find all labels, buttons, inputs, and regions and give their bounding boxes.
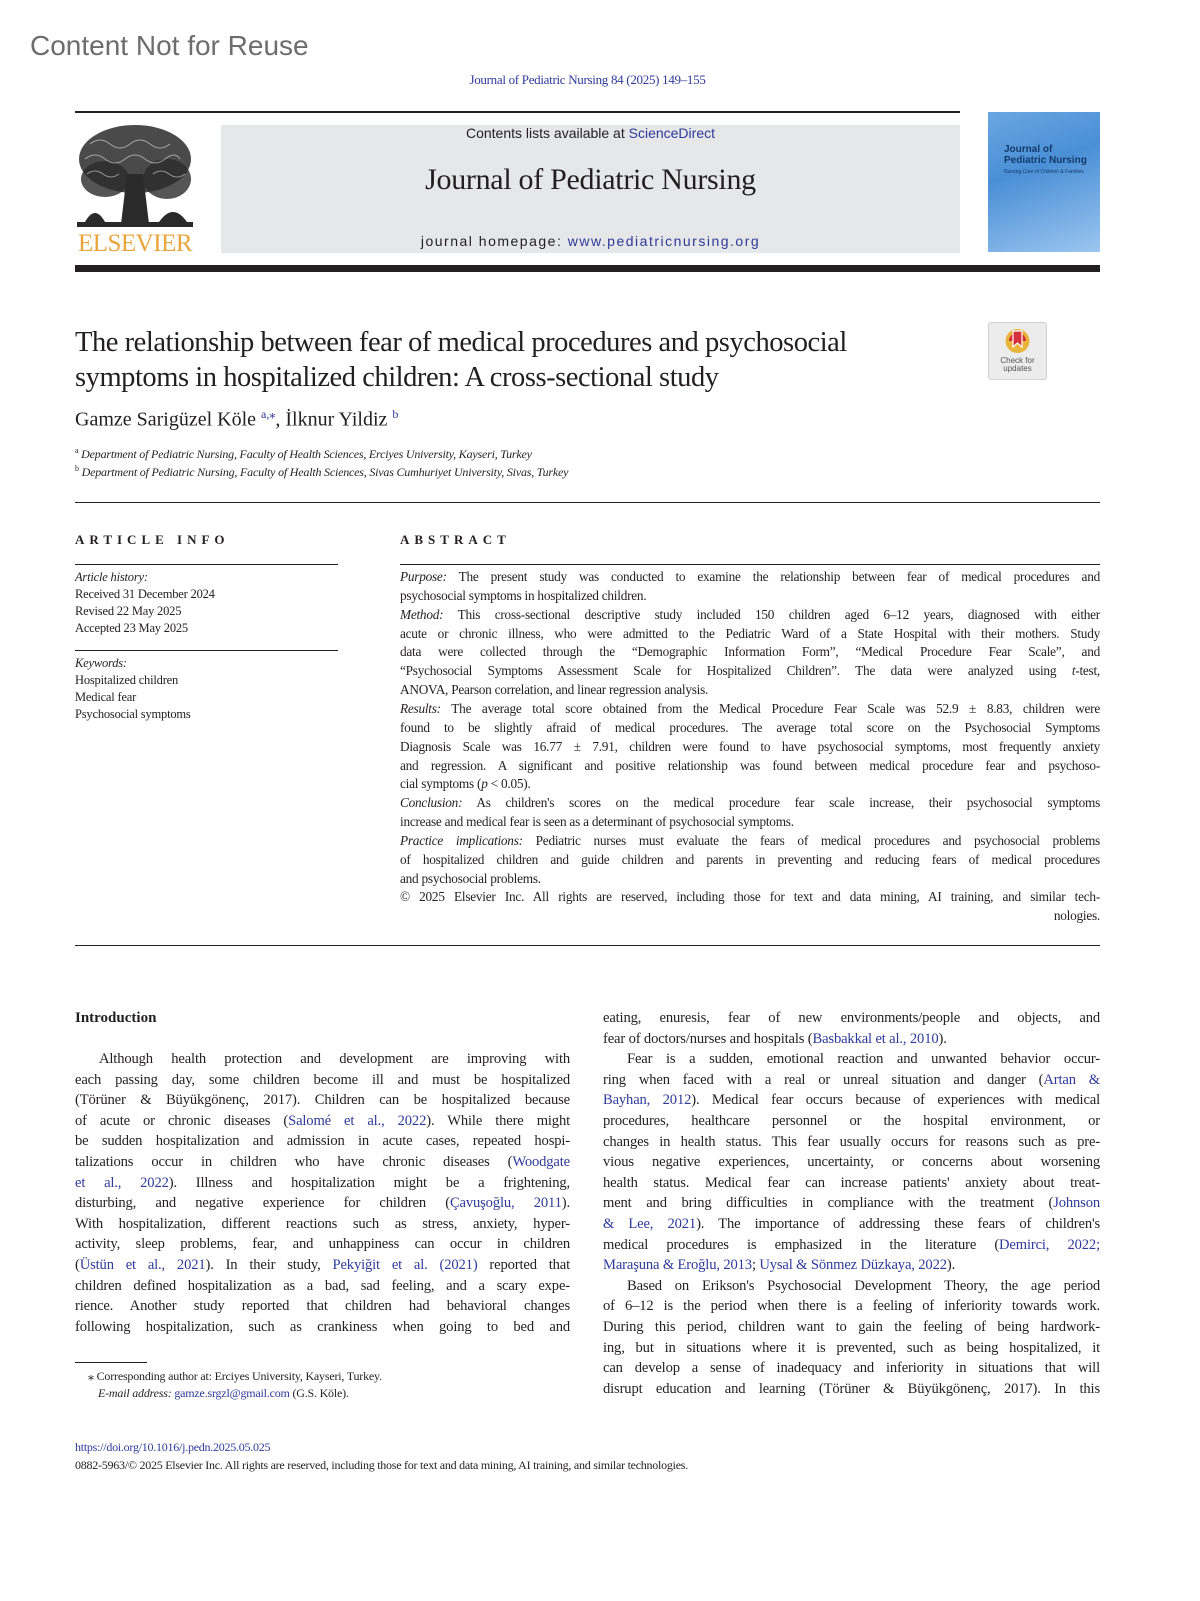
text-segment: rience. Another study reported that children had behavioral changes bbox=[75, 1298, 570, 1315]
reference-link[interactable]: Maraşuna & Eroğlu, 2013 bbox=[603, 1257, 752, 1274]
divider bbox=[75, 945, 1100, 946]
text-line bbox=[75, 1216, 570, 1233]
text-segment: medical procedures is emphasized in the literature ( bbox=[603, 1236, 1000, 1253]
text-line bbox=[603, 1298, 1100, 1315]
reference-link[interactable]: Çavuşoğlu, 2011 bbox=[449, 1195, 562, 1212]
text-segment: ). In their study, bbox=[205, 1257, 333, 1273]
sciencedirect-link[interactable]: ScienceDirect bbox=[628, 125, 715, 141]
journal-title: Journal of Pediatric Nursing bbox=[425, 163, 756, 196]
reference-link[interactable]: Üstün et al., 2021 bbox=[79, 1257, 206, 1273]
text-segment: With hospitalization, different reactions such as stress, anxiety, hyper- bbox=[75, 1215, 570, 1232]
text-segment: -test, bbox=[1075, 663, 1100, 679]
text-segment: reported that bbox=[477, 1257, 570, 1273]
divider bbox=[400, 564, 1100, 565]
text-segment: The present study was conducted to examine the relationship between fear of medical procedures and bbox=[446, 569, 1100, 584]
text-segment: © 2025 Elsevier Inc. All rights are reserved, including those for text and data mining, AI training, and similar tech- bbox=[400, 889, 1100, 905]
text-line bbox=[75, 1133, 570, 1150]
cover-subtitle: Nursing Care of Children & Families bbox=[1004, 169, 1084, 175]
text-segment: of 6–12 is the period when there is a feeling of inferiority towards work. bbox=[603, 1298, 1100, 1315]
text-segment: procedures, healthcare personnel or the hospital environment, or bbox=[603, 1113, 1100, 1129]
text-line bbox=[603, 1092, 1100, 1109]
check-for-updates-label: Check for updates bbox=[1000, 356, 1035, 373]
text-line bbox=[603, 1031, 1100, 1048]
text-segment: ). bbox=[561, 1195, 570, 1212]
footnote-corresponding bbox=[88, 1369, 382, 1384]
email-label: E-mail address: bbox=[98, 1386, 172, 1400]
watermark: Content Not for Reuse bbox=[30, 30, 309, 61]
reference-link[interactable]: & Lee, 2021 bbox=[603, 1216, 697, 1232]
reference-link[interactable]: Artan & bbox=[1043, 1071, 1100, 1088]
text-line bbox=[400, 626, 1100, 642]
author-2[interactable]: İlknur Yildiz bbox=[285, 408, 388, 431]
text-segment: increase and medical fear is seen as a determinant of psychosocial symptoms. bbox=[400, 814, 794, 830]
text-line bbox=[603, 1010, 1100, 1027]
reference-link[interactable]: et al., 2022 bbox=[75, 1174, 169, 1191]
title-line-1: The relationship between fear of medical procedures and psychosocial bbox=[75, 327, 847, 358]
footnote-text: Corresponding author at: Erciyes University, Kayseri, Turkey. bbox=[96, 1369, 382, 1383]
reference-link[interactable]: Demirci, 2022; bbox=[999, 1236, 1100, 1253]
affiliation-marker: b bbox=[75, 464, 79, 473]
text-segment: and regression. A significant and positive relationship was found between medical procedure fear and psychoso- bbox=[400, 757, 1100, 773]
text-segment: nologies. bbox=[1053, 908, 1100, 924]
italic-label: p bbox=[481, 776, 488, 792]
text-segment: Fear is a sudden, emotional reaction and unwanted behavior occur- bbox=[627, 1051, 1100, 1068]
divider bbox=[75, 502, 1100, 503]
title-line-2: symptoms in hospitalized children: A cross-sectional study bbox=[75, 362, 719, 393]
homepage-link[interactable]: www.pediatricnursing.org bbox=[567, 233, 761, 249]
text-segment: ring when faced with a real or unreal situation and danger ( bbox=[603, 1071, 1044, 1088]
italic-label: Purpose: bbox=[400, 569, 447, 584]
text-segment: health status. Medical fear can increase patients' anxiety about treat- bbox=[603, 1174, 1100, 1191]
journal-cover-image[interactable] bbox=[988, 112, 1100, 252]
contents-line bbox=[221, 125, 960, 141]
text-line bbox=[75, 1278, 570, 1295]
text-line bbox=[400, 663, 1100, 679]
crossmark-icon bbox=[989, 325, 1046, 359]
text-line bbox=[603, 1113, 1100, 1130]
reference-link[interactable]: Johnson bbox=[1053, 1195, 1100, 1212]
text-segment: activity, sleep problems, fear, and unhappiness can occur in children bbox=[75, 1236, 570, 1253]
divider bbox=[75, 564, 338, 565]
homepage-prefix: journal homepage: bbox=[420, 233, 568, 249]
text-line bbox=[75, 1195, 570, 1212]
reference-link[interactable]: Basbakkal et al., 2010 bbox=[812, 1030, 939, 1047]
text-line bbox=[400, 758, 1100, 774]
text-line bbox=[603, 1072, 1100, 1089]
elsevier-logo-text: ELSEVIER bbox=[77, 230, 193, 257]
text-line bbox=[400, 644, 1100, 660]
text-line bbox=[400, 776, 1100, 792]
text-segment: acute or chronic illness, who were admitted to the Pediatric Ward of a State Hospital with their mothers. Study bbox=[400, 625, 1100, 641]
keyword: Psychosocial symptoms bbox=[75, 707, 191, 721]
italic-label: Practice implications: bbox=[400, 832, 523, 848]
text-segment: psychosocial symptoms in hospitalized children. bbox=[400, 587, 647, 603]
text-segment: following hospitalization, such as crankiness when going to bed and bbox=[75, 1318, 570, 1335]
keyword: Hospitalized children bbox=[75, 673, 179, 687]
text-segment: During this period, children want to gain the feeling of being hardwork- bbox=[603, 1319, 1100, 1335]
text-segment: each passing day, some children become ill and must be hospitalized bbox=[75, 1071, 570, 1088]
journal-banner bbox=[221, 125, 960, 253]
journal-citation-link[interactable]: Journal of Pediatric Nursing 84 (2025) 149–155 bbox=[469, 72, 706, 87]
text-segment: ANOVA, Pearson correlation, and linear regression analysis. bbox=[400, 682, 709, 698]
text-line bbox=[400, 852, 1100, 868]
cover-title: Journal of Pediatric Nursing bbox=[1004, 144, 1087, 166]
keywords bbox=[75, 655, 191, 723]
author-1-affiliation[interactable]: a,⁎ bbox=[261, 407, 276, 421]
article-info-heading: ARTICLE INFO bbox=[75, 532, 230, 547]
keywords-label: Keywords: bbox=[75, 656, 127, 670]
received-date: Received 31 December 2024 bbox=[75, 587, 215, 601]
abstract-heading: ABSTRACT bbox=[400, 532, 511, 547]
text-segment: ; bbox=[751, 1257, 760, 1274]
text-segment: Diagnosis Scale was 16.77 ± 7.91, children were found to have psychosocial symptoms, most frequently anxiety bbox=[400, 738, 1100, 754]
text-line bbox=[75, 1113, 570, 1130]
text-line bbox=[400, 588, 1100, 604]
text-segment: “Psychosocial Symptoms Assessment Scale for Hospitalized Children”. The data were analyzed using bbox=[400, 663, 1072, 679]
affiliation-b bbox=[75, 464, 568, 480]
text-line bbox=[400, 739, 1100, 755]
text-line bbox=[400, 833, 1100, 849]
text-segment: Although health protection and development are improving with bbox=[99, 1051, 570, 1067]
text-segment: found to be slightly afraid of medical procedures. The average total score on the Psychosocial Symptoms bbox=[400, 719, 1100, 735]
text-line bbox=[400, 795, 1100, 811]
reference-link[interactable]: Salomé et al., 2022 bbox=[288, 1112, 427, 1129]
text-line bbox=[603, 1257, 1100, 1274]
email-link[interactable]: gamze.srgzl@gmail.com bbox=[174, 1386, 290, 1400]
copyright-line: 0882-5963/© 2025 Elsevier Inc. All rights are reserved, including those for text and data mining, AI training, and similar technologies. bbox=[75, 1458, 688, 1472]
text-line bbox=[75, 1298, 570, 1315]
footnote-rule bbox=[75, 1362, 147, 1363]
text-segment: ). While there might bbox=[426, 1112, 570, 1129]
elsevier-tree-logo bbox=[75, 124, 195, 230]
text-segment: changes in health status. This fear usually occurs for reasons such as pre- bbox=[603, 1133, 1100, 1150]
text-line bbox=[603, 1340, 1100, 1357]
text-line bbox=[75, 1154, 570, 1171]
text-line bbox=[603, 1195, 1100, 1212]
footnote-marker: ⁎ bbox=[88, 1369, 94, 1383]
text-segment: ). bbox=[946, 1257, 956, 1274]
text-line bbox=[99, 1051, 570, 1068]
divider bbox=[75, 650, 338, 651]
text-segment: talizations occur in children who have chronic diseases ( bbox=[75, 1154, 513, 1170]
reference-link[interactable]: Pekyiğit et al. (2021) bbox=[332, 1257, 478, 1273]
text-segment: be sudden hospitalization and admission in acute cases, repeated hospi- bbox=[75, 1133, 570, 1150]
text-segment: Based on Erikson's Psychosocial Development Theory, the age period bbox=[627, 1277, 1100, 1294]
text-line bbox=[603, 1216, 1100, 1233]
italic-label: Conclusion: bbox=[400, 795, 463, 811]
article-title bbox=[75, 325, 975, 395]
footnote-email bbox=[98, 1386, 349, 1401]
text-segment: < 0.05). bbox=[487, 776, 531, 792]
text-segment: can develop a sense of inadequacy and inferiority in situations that will bbox=[603, 1360, 1100, 1377]
text-line bbox=[75, 1319, 570, 1336]
text-line bbox=[603, 1360, 1100, 1377]
text-segment: ). Illness and hospitalization might be a frightening, bbox=[168, 1174, 570, 1191]
author-1[interactable]: Gamze Sarigüzel Köle bbox=[75, 408, 257, 431]
text-line bbox=[400, 701, 1100, 717]
revised-date: Revised 22 May 2025 bbox=[75, 604, 182, 618]
text-segment: This cross-sectional descriptive study included 150 children aged 6–12 years, diagnosed with either bbox=[443, 606, 1100, 622]
text-segment: ). bbox=[938, 1030, 947, 1047]
introduction-heading: Introduction bbox=[75, 1010, 157, 1026]
text-line bbox=[75, 1257, 570, 1274]
reference-link[interactable]: Uysal & Sönmez Düzkaya, 2022 bbox=[759, 1257, 947, 1274]
affiliation-marker: a bbox=[75, 446, 79, 455]
text-segment: vious negative experiences, uncertainty, or concerns about worsening bbox=[603, 1154, 1100, 1171]
text-line bbox=[603, 1175, 1100, 1192]
header-top-rule bbox=[75, 111, 960, 113]
text-segment: eating, enuresis, fear of new environments/people and objects, and bbox=[603, 1010, 1100, 1026]
text-segment: ment and bring difficulties in compliance with the treatment ( bbox=[603, 1195, 1054, 1212]
text-line bbox=[75, 1092, 570, 1109]
text-segment: of acute or chronic diseases ( bbox=[75, 1112, 289, 1129]
header-bottom-bar bbox=[75, 265, 1100, 272]
text-segment: ). The importance of addressing these fears of children's bbox=[696, 1216, 1100, 1232]
text-line bbox=[75, 1072, 570, 1089]
cover-text bbox=[1004, 144, 1096, 175]
text-line bbox=[627, 1051, 1100, 1068]
text-segment: fear of doctors/nurses and hospitals ( bbox=[603, 1030, 813, 1047]
text-line bbox=[400, 871, 1100, 887]
authors: Gamze Sarigüzel Köle $^{a,⁎}$, İlknur Yildiz $^b$ bbox=[75, 407, 399, 431]
history-label: Article history: bbox=[75, 570, 148, 584]
text-segment: cial symptoms ( bbox=[400, 776, 482, 792]
text-segment: Pediatric nurses must evaluate the fears of medical procedures and psychosocial problems bbox=[522, 832, 1100, 848]
keyword: Medical fear bbox=[75, 690, 137, 704]
author-2-affiliation[interactable]: b bbox=[392, 407, 399, 421]
article-history bbox=[75, 569, 215, 637]
italic-label: Results: bbox=[400, 700, 441, 716]
text-line bbox=[400, 814, 1100, 830]
text-line bbox=[603, 1237, 1100, 1254]
affiliation-a bbox=[75, 446, 532, 462]
affiliation-text: Department of Pediatric Nursing, Faculty of Health Sciences, Erciyes University, Kayseri, Turkey bbox=[81, 447, 532, 461]
contents-prefix: Contents lists available at bbox=[465, 125, 629, 141]
text-line bbox=[603, 1154, 1100, 1171]
text-segment: children defined hospitalization as a bad, sad feeling, and a scary expe- bbox=[75, 1277, 570, 1294]
text-line bbox=[603, 1134, 1100, 1151]
text-line bbox=[627, 1278, 1100, 1295]
reference-link[interactable]: Bayhan, 2012 bbox=[603, 1092, 692, 1109]
text-line bbox=[400, 607, 1100, 623]
text-segment: ( bbox=[75, 1257, 80, 1273]
text-line bbox=[400, 908, 1100, 924]
text-line bbox=[400, 720, 1100, 736]
text-segment: The average total score obtained from the Medical Procedure Fear Scale was 52.9 ± 8.83, children were bbox=[440, 700, 1100, 716]
text-segment: As children's scores on the medical procedure fear scale increase, their psychosocial symptoms bbox=[462, 795, 1100, 811]
text-segment: and psychosocial problems. bbox=[400, 870, 541, 886]
check-for-updates-button[interactable] bbox=[988, 322, 1047, 380]
text-line bbox=[400, 569, 1100, 585]
accepted-date: Accepted 23 May 2025 bbox=[75, 621, 188, 635]
text-line bbox=[603, 1319, 1100, 1336]
text-line bbox=[75, 1175, 570, 1192]
text-segment: disturbing, and negative experience for children ( bbox=[75, 1195, 450, 1212]
text-segment: (Törüner & Büyükgönenç, 2017). Children can be hospitalized because bbox=[75, 1092, 570, 1109]
text-segment: ). Medical fear occurs because of experiences with medical bbox=[691, 1092, 1101, 1109]
doi-link[interactable]: https://doi.org/10.1016/j.pedn.2025.05.025 bbox=[75, 1440, 271, 1454]
italic-label: t bbox=[1071, 663, 1076, 679]
email-suffix: (G.S. Köle). bbox=[289, 1386, 349, 1400]
text-segment: data were collected through the “Demographic Information Form”, “Medical Procedure Fear Scale”, and bbox=[400, 644, 1100, 660]
text-line bbox=[400, 889, 1100, 905]
affiliation-text: Department of Pediatric Nursing, Faculty of Health Sciences, Sivas Cumhuriyet University, Sivas, Turkey bbox=[81, 465, 569, 479]
text-line bbox=[400, 682, 1100, 698]
text-segment: of hospitalized children and guide children and parents in preventing and reducing fears of medical procedures bbox=[400, 851, 1100, 867]
italic-label: Method: bbox=[400, 606, 444, 622]
reference-link[interactable]: Woodgate bbox=[512, 1154, 570, 1170]
text-segment: ing, but in situations where it is prevented, such as being hospitalized, it bbox=[603, 1339, 1100, 1356]
text-line bbox=[603, 1381, 1100, 1398]
text-segment: disrupt education and learning (Törüner & Büyükgönenç, 2017). In this bbox=[603, 1380, 1100, 1397]
text-line bbox=[75, 1236, 570, 1253]
homepage-line bbox=[221, 233, 960, 249]
